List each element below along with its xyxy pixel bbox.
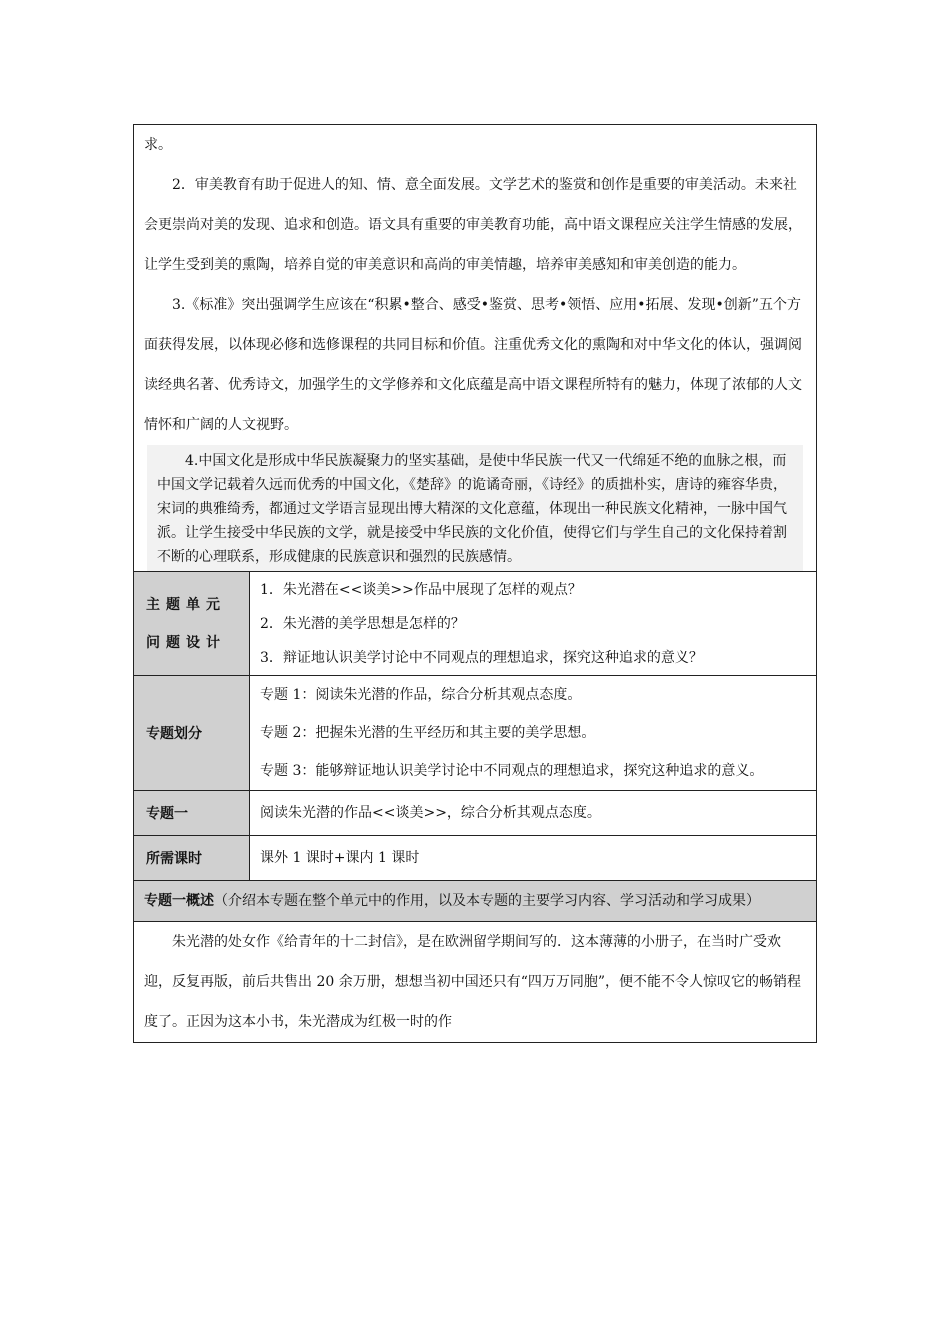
intro-paragraph-culture: 4.中国文化是形成中华民族凝聚力的坚实基础，是使中华民族一代又一代绵延不绝的血脉之根，而中国文学记载着久远而优秀的中国文化，《楚辞》的诡谲奇丽，《诗经》的质拙朴实，唐诗的雍容华贵，宋词的典雅绮秀，都通过文学语言显现出博大精深的文化意蕴，体现出一种民族文化精神，一脉中国气派。让学生接受中华民族的文学，就是接受中华民族的文化价值，使得它们与学生自己的文化保持着割不断的心理联系，形成健康的民族意识和强烈的民族感情。 [147,445,803,571]
intro-paragraph-0: 求。 [144,137,172,153]
topic-one-row [134,791,816,836]
topic-one-label: 专题一 [134,791,250,835]
class-hours-row [134,836,816,881]
unit-question-item: 2．朱光潜的美学思想是怎样的？ [260,616,465,632]
unit-question-row [134,572,816,676]
unit-question-item: 1．朱光潜在<<谈美>>作品中展现了怎样的观点？ [260,582,582,598]
intro-section [134,125,816,572]
topic-division-item: 专题 1：阅读朱光潜的作品，综合分析其观点态度。 [260,687,582,703]
unit-question-label: 主题单元问题设计 [134,572,250,675]
overview-label: 专题一概述 [144,893,214,909]
topic-one-overview [134,881,816,922]
overview-body-paragraph: 朱光潜的处女作《给青年的十二封信》，是在欧洲留学期间写的．这本薄薄的小册子，在当时广受欢迎，反复再版，前后共售出 20 余万册，想想当初中国还只有“四万万同胞”，便不能不令人惊叹它的畅销程度了。正因为这本小书，朱光潜成为红极一时的作 [144,934,802,1030]
topic-division-label: 专题划分 [134,676,250,790]
intro-paragraph-aesthetic: 2．审美教育有助于促进人的知、情、意全面发展。文学艺术的鉴赏和创作是重要的审美活动。未来社会更崇尚对美的发现、追求和创造。语文具有重要的审美教育功能，高中语文课程应关注学生情感的发展，让学生受到美的熏陶，培养自觉的审美意识和高尚的审美情趣，培养审美感知和审美创造的能力。 [144,177,802,273]
unit-question-list [250,572,816,675]
class-hours-value: 课外 1 课时+课内 1 课时 [260,850,420,866]
topic-division-list [250,676,816,790]
lesson-plan-table [133,124,817,1043]
topic-one-value: 阅读朱光潜的作品<<谈美>>，综合分析其观点态度。 [260,805,601,821]
overview-text: （介绍本专题在整个单元中的作用，以及本专题的主要学习内容、学习活动和学习成果） [214,893,760,909]
overview-body [134,922,816,1042]
unit-question-item: 3．辩证地认识美学讨论中不同观点的理想追求，探究这种追求的意义？ [260,650,703,666]
topic-division-item: 专题 2：把握朱光潜的生平经历和其主要的美学思想。 [260,725,596,741]
class-hours-label: 所需课时 [134,836,250,880]
intro-paragraph-standard: 3.《标准》突出强调学生应该在“积累•整合、感受•鉴赏、思考•领悟、应用•拓展、发现•创新”五个方面获得发展，以体现必修和选修课程的共同目标和价值。注重优秀文化的熏陶和对中华文化的体认，强调阅读经典名著、优秀诗文，加强学生的文学修养和文化底蕴是高中语文课程所特有的魅力，体现了浓郁的人文情怀和广阔的人文视野。 [144,297,802,433]
topic-division-row [134,676,816,791]
topic-division-item: 专题 3：能够辩证地认识美学讨论中不同观点的理想追求，探究这种追求的意义。 [260,763,764,779]
